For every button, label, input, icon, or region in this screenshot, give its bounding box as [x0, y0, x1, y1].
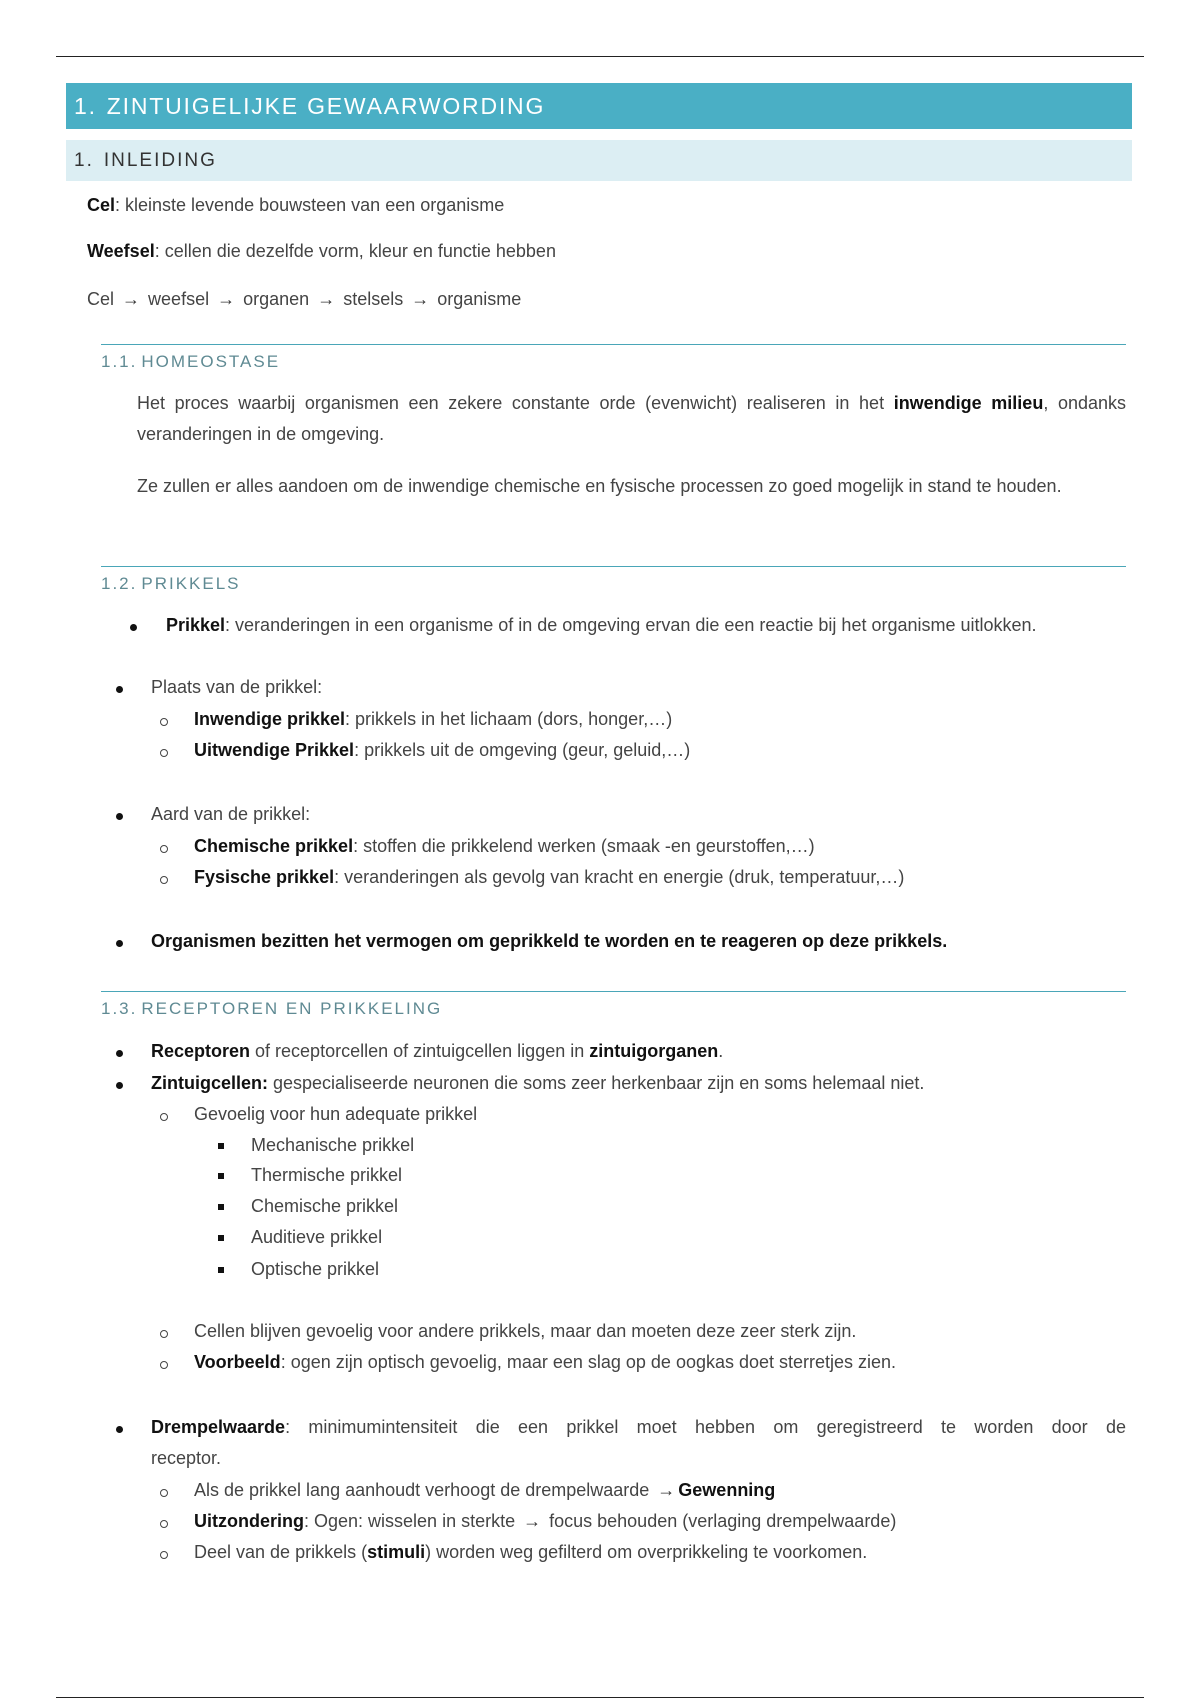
arrow-right-icon: →	[523, 1511, 542, 1531]
list-item: Chemische prikkel	[251, 1196, 399, 1216]
list-item: Aard van de prikkel:	[151, 804, 311, 824]
chain-item: organen	[243, 289, 310, 309]
heading-homeostase	[101, 352, 280, 372]
arrow-right-icon: →	[122, 289, 141, 309]
list-item: Auditieve prikkel	[251, 1227, 383, 1247]
list-item	[151, 1417, 1126, 1438]
circle-bullet-icon	[160, 1330, 168, 1338]
def: : veranderingen als gevolg van kracht en energie (druk, temperatuur,…)	[334, 867, 905, 887]
text: gespecialiseerde neuronen die soms zeer herkenbaar zijn en soms helemaal niet.	[268, 1073, 925, 1093]
text: : ogen zijn optisch gevoelig, maar een slag op de oogkas doet sterretjes zien.	[280, 1352, 897, 1372]
section-number: 1.2.	[101, 574, 138, 593]
bullet-icon	[116, 1426, 123, 1433]
heading-1-title: ZINTUIGELIJKE GEWAARWORDING	[106, 93, 546, 119]
bullet-icon	[116, 1050, 123, 1057]
section-title: RECEPTOREN EN PRIKKELING	[141, 999, 443, 1018]
heading-1	[66, 83, 1132, 129]
text: : Ogen: wisselen in sterkte	[304, 1511, 521, 1531]
circle-bullet-icon	[160, 1113, 168, 1121]
term-weefsel: Weefsel	[87, 241, 155, 261]
page-bottom-rule	[56, 1697, 1144, 1698]
circle-bullet-icon	[160, 876, 168, 884]
list-item	[194, 740, 690, 761]
bullet-icon	[116, 1082, 123, 1089]
list-item: Thermische prikkel	[251, 1165, 403, 1185]
square-bullet-icon	[218, 1267, 224, 1273]
circle-bullet-icon	[160, 845, 168, 853]
heading-receptoren	[101, 999, 442, 1019]
term: Zintuigcellen:	[151, 1073, 268, 1093]
bold: zintuigorganen	[589, 1041, 719, 1061]
square-bullet-icon	[218, 1204, 224, 1210]
para-bold: inwendige milieu	[893, 393, 1044, 413]
list-item: Optische prikkel	[251, 1259, 380, 1279]
square-bullet-icon	[218, 1143, 224, 1149]
chain-item: weefsel	[148, 289, 210, 309]
term: Fysische prikkel	[194, 867, 335, 887]
circle-bullet-icon	[160, 718, 168, 726]
circle-bullet-icon	[160, 1551, 168, 1559]
term: Receptoren	[151, 1041, 251, 1061]
homeostase-paragraph-2: Ze zullen er alles aandoen om de inwendige chemische en fysische processen zo goed mogelijk in stand te houden.	[137, 476, 1062, 496]
heading-2-title: INLEIDING	[103, 150, 217, 171]
section-rule	[101, 344, 1126, 345]
list-item-continuation: receptor.	[151, 1448, 222, 1468]
text: ) worden weg gefilterd om overprikkeling te voorkomen.	[425, 1542, 868, 1562]
bullet-icon	[130, 624, 137, 631]
def: : veranderingen in een organisme of in de omgeving ervan die een reactie bij het organisme uitlokken.	[225, 615, 1037, 635]
square-bullet-icon	[218, 1173, 224, 1179]
section-number: 1.3.	[101, 999, 138, 1018]
list-item	[194, 1542, 867, 1563]
list-item	[194, 867, 904, 888]
arrow-right-icon: →	[411, 289, 430, 309]
text: Als de prikkel lang aanhoudt verhoogt de drempelwaarde	[194, 1480, 655, 1500]
term: Voorbeeld	[194, 1352, 281, 1372]
page-top-rule	[56, 56, 1144, 57]
list-item: Mechanische prikkel	[251, 1135, 415, 1155]
text: Deel van de prikkels (	[194, 1542, 368, 1562]
text: .	[718, 1041, 724, 1061]
bold: stimuli	[367, 1542, 426, 1562]
heading-2	[66, 140, 1132, 181]
heading-2-number: 1.	[74, 150, 94, 171]
text: focus behouden (verlaging drempelwaarde)	[544, 1511, 897, 1531]
prikkel-definition	[166, 615, 1037, 636]
def: : prikkels in het lichaam (dors, honger,…)	[345, 709, 673, 729]
section-number: 1.1.	[101, 352, 138, 371]
section-title: PRIKKELS	[141, 574, 241, 593]
term: Chemische prikkel	[194, 836, 354, 856]
def: : stoffen die prikkelend werken (smaak -en geurstoffen,…)	[353, 836, 815, 856]
hierarchy-chain	[87, 289, 521, 310]
bullet-icon	[116, 813, 123, 820]
section-title: HOMEOSTASE	[141, 352, 281, 371]
circle-bullet-icon	[160, 1361, 168, 1369]
arrow-right-icon: →	[657, 1480, 676, 1500]
heading-1-number: 1.	[74, 93, 97, 119]
definition-cel	[87, 195, 504, 216]
bullet-icon	[116, 686, 123, 693]
list-item	[151, 1041, 723, 1062]
def: : prikkels uit de omgeving (geur, geluid,…)	[354, 740, 691, 760]
bullet-icon	[116, 940, 123, 947]
list-item	[194, 1480, 775, 1501]
list-item	[151, 1073, 924, 1094]
term: Uitzondering	[194, 1511, 304, 1531]
text: : minimumintensiteit die een prikkel moet hebben om geregistreerd te worden door de	[285, 1417, 1126, 1437]
section-rule	[101, 566, 1126, 567]
homeostase-paragraph-1	[137, 388, 1126, 450]
heading-prikkels	[101, 574, 241, 594]
list-item	[194, 836, 815, 857]
section-rule	[101, 991, 1126, 992]
term: Uitwendige Prikkel	[194, 740, 355, 760]
arrow-right-icon: →	[317, 289, 336, 309]
para-text: , ondanks veranderingen in de omgeving.	[137, 393, 1126, 444]
chain-item: organisme	[437, 289, 522, 309]
term: Drempelwaarde	[151, 1417, 286, 1437]
term: Prikkel	[166, 615, 226, 635]
term-cel: Cel	[87, 195, 116, 215]
arrow-right-icon: →	[217, 289, 236, 309]
square-bullet-icon	[218, 1235, 224, 1241]
para-text: Het proces waarbij organismen een zekere constante orde (evenwicht) realiseren in het	[137, 393, 894, 413]
list-item: Cellen blijven gevoelig voor andere prikkels, maar dan moeten deze zeer sterk zijn.	[194, 1321, 857, 1341]
chain-item: Cel	[87, 289, 115, 309]
term: Inwendige prikkel	[194, 709, 346, 729]
text: of receptorcellen of zintuigcellen liggen in	[250, 1041, 590, 1061]
chain-item: stelsels	[343, 289, 404, 309]
list-item	[194, 1352, 896, 1373]
list-item	[194, 1511, 896, 1532]
circle-bullet-icon	[160, 749, 168, 757]
list-item: Plaats van de prikkel:	[151, 677, 323, 697]
conclusion: Organismen bezitten het vermogen om geprikkeld te worden en te reageren op deze prikkels.	[151, 931, 948, 951]
def-weefsel: : cellen die dezelfde vorm, kleur en functie hebben	[154, 241, 556, 261]
list-item	[194, 709, 672, 730]
def-cel: : kleinste levende bouwsteen van een organisme	[115, 195, 505, 215]
list-item: Gevoelig voor hun adequate prikkel	[194, 1104, 478, 1124]
bold: Gewenning	[678, 1480, 776, 1500]
circle-bullet-icon	[160, 1489, 168, 1497]
definition-weefsel	[87, 241, 556, 262]
circle-bullet-icon	[160, 1520, 168, 1528]
